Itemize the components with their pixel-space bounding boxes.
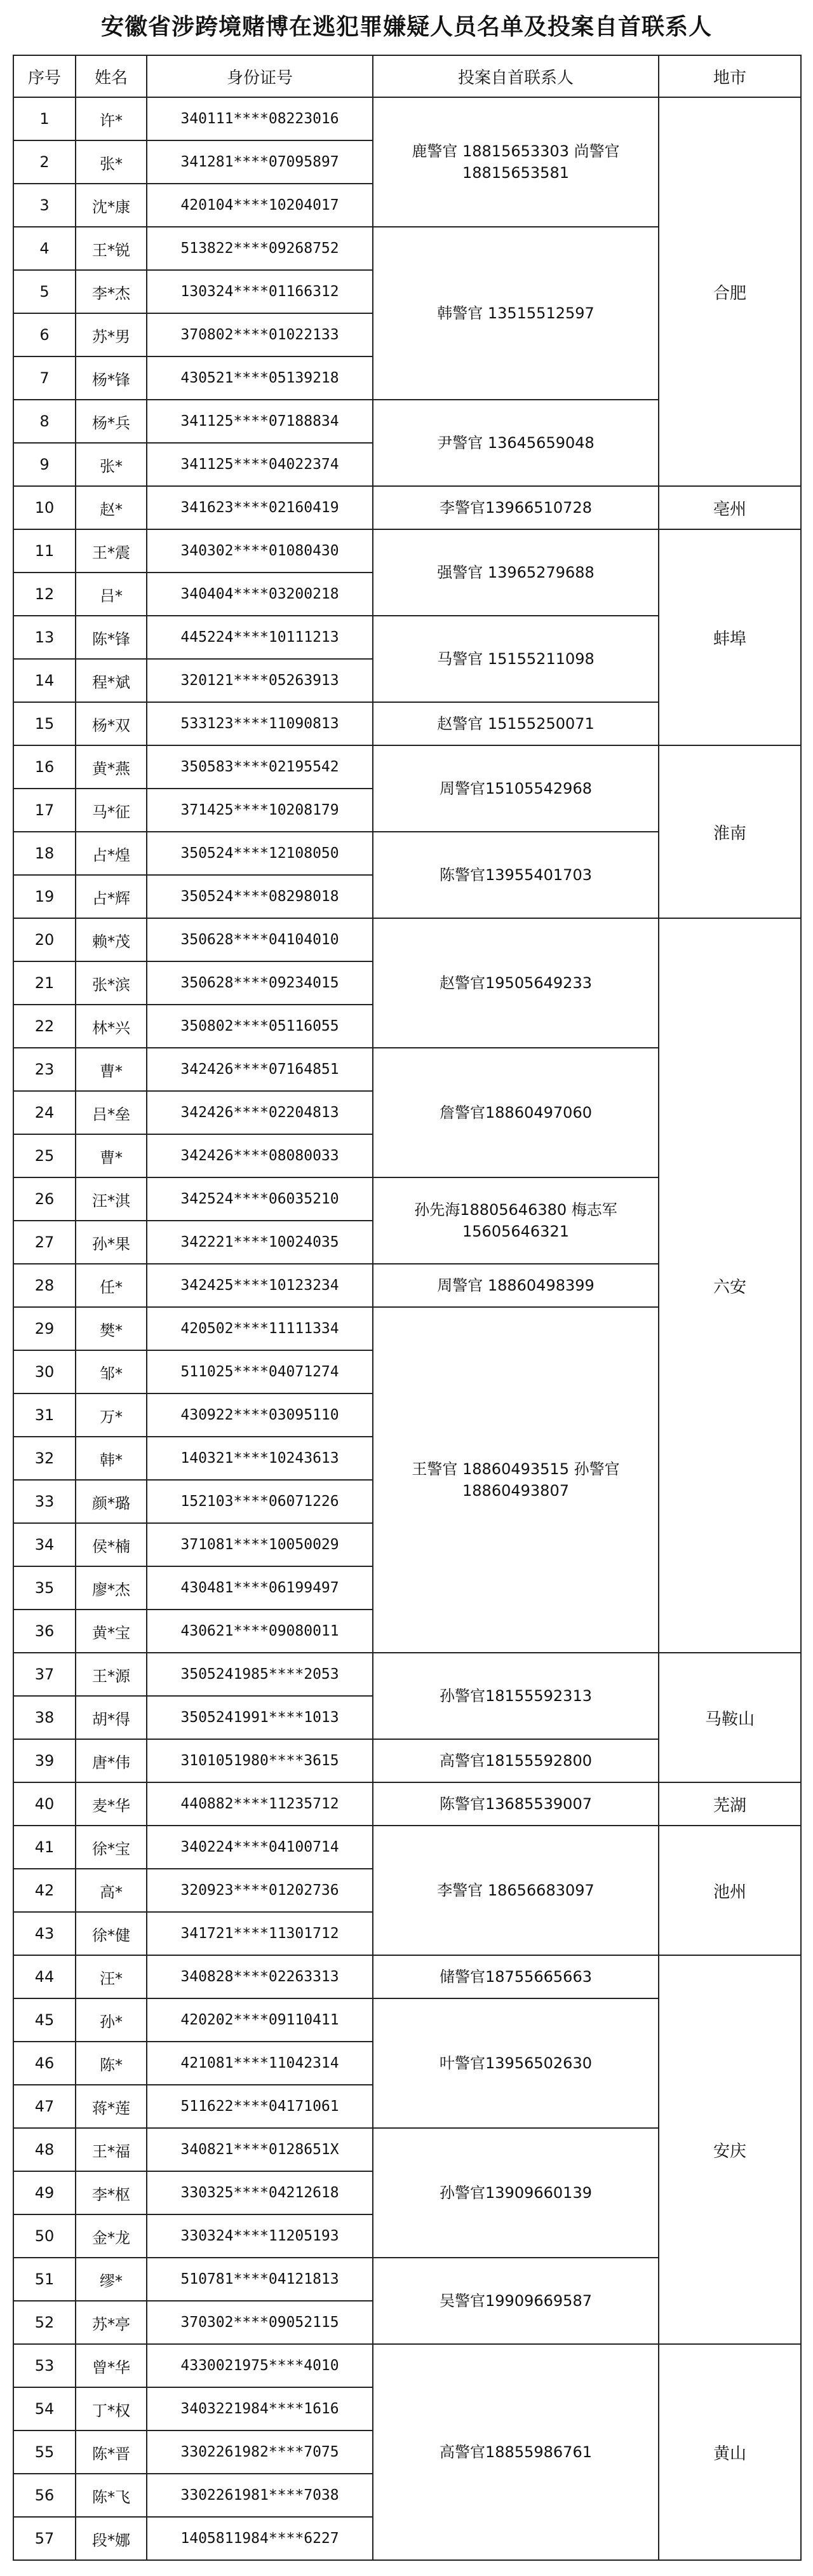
- person-name: 程*斌: [76, 659, 147, 702]
- id-number: 341623****02160419: [147, 486, 373, 529]
- id-number: 420202****09110411: [147, 1998, 373, 2042]
- person-name: 孙*: [76, 1998, 147, 2042]
- row-number: 42: [13, 1869, 76, 1912]
- contact-cell: 陈警官13685539007: [373, 1782, 659, 1826]
- person-name: 沈*康: [76, 184, 147, 227]
- person-name: 吕*: [76, 573, 147, 616]
- person-name: 王*源: [76, 1653, 147, 1696]
- id-number: 342524****06035210: [147, 1177, 373, 1221]
- row-number: 17: [13, 789, 76, 832]
- table-row: [13, 918, 801, 961]
- table-row: [13, 486, 801, 529]
- id-number: 430621****09080011: [147, 1610, 373, 1653]
- id-number: 3505241991****1013: [147, 1696, 373, 1739]
- row-number: 6: [13, 313, 76, 356]
- contact-cell: 王警官 18860493515 孙警官18860493807: [373, 1307, 659, 1653]
- table-row: [13, 2344, 801, 2387]
- person-name: 苏*男: [76, 313, 147, 356]
- row-number: 20: [13, 918, 76, 961]
- id-number: 341125****07188834: [147, 400, 373, 443]
- person-name: 颜*璐: [76, 1480, 147, 1523]
- contact-cell: 叶警官13956502630: [373, 1998, 659, 2128]
- contact-cell: 鹿警官 18815653303 尚警官 18815653581: [373, 97, 659, 227]
- row-number: 4: [13, 227, 76, 270]
- id-number: 3403221984****1616: [147, 2387, 373, 2430]
- person-name: 李*杰: [76, 270, 147, 313]
- row-number: 12: [13, 573, 76, 616]
- table-row: [13, 529, 801, 573]
- person-name: 麦*华: [76, 1782, 147, 1826]
- id-number: 420104****10204017: [147, 184, 373, 227]
- id-number: 430922****03095110: [147, 1393, 373, 1437]
- id-number: 371081****10050029: [147, 1523, 373, 1566]
- contact-cell: 强警官 13965279688: [373, 529, 659, 616]
- id-number: 350628****04104010: [147, 918, 373, 961]
- row-number: 26: [13, 1177, 76, 1221]
- row-number: 37: [13, 1653, 76, 1696]
- id-number: 152103****06071226: [147, 1480, 373, 1523]
- region-cell: 芜湖: [659, 1782, 801, 1826]
- person-name: 陈*: [76, 2042, 147, 2085]
- person-name: 曾*华: [76, 2344, 147, 2387]
- person-name: 丁*权: [76, 2387, 147, 2430]
- id-number: 341125****04022374: [147, 443, 373, 486]
- region-cell: 六安: [659, 918, 801, 1653]
- person-name: 侯*楠: [76, 1523, 147, 1566]
- id-number: 440882****11235712: [147, 1782, 373, 1826]
- contact-cell: 赵警官 15155250071: [373, 702, 659, 745]
- row-number: 11: [13, 529, 76, 573]
- person-name: 邹*: [76, 1350, 147, 1393]
- row-number: 36: [13, 1610, 76, 1653]
- row-number: 31: [13, 1393, 76, 1437]
- id-number: 350524****12108050: [147, 832, 373, 875]
- table-row: [13, 745, 801, 789]
- row-number: 55: [13, 2430, 76, 2474]
- id-number: 340821****0128651X: [147, 2128, 373, 2171]
- row-number: 47: [13, 2085, 76, 2128]
- page-title: 安徽省涉跨境赌博在逃犯罪嫌疑人员名单及投案自首联系人: [100, 14, 712, 40]
- id-number: 330324****11205193: [147, 2214, 373, 2258]
- person-name: 高*: [76, 1869, 147, 1912]
- id-number: 320923****01202736: [147, 1869, 373, 1912]
- person-name: 胡*得: [76, 1696, 147, 1739]
- person-name: 任*: [76, 1264, 147, 1307]
- row-number: 15: [13, 702, 76, 745]
- row-number: 57: [13, 2517, 76, 2560]
- contact-cell: 李警官 18656683097: [373, 1826, 659, 1955]
- contact-cell: 韩警官 13515512597: [373, 227, 659, 400]
- row-number: 16: [13, 745, 76, 789]
- person-name: 曹*: [76, 1134, 147, 1177]
- person-name: 段*娜: [76, 2517, 147, 2560]
- id-number: 342426****02204813: [147, 1091, 373, 1134]
- id-number: 3302261982****7075: [147, 2430, 373, 2474]
- contact-cell: 詹警官18860497060: [373, 1048, 659, 1177]
- row-number: 5: [13, 270, 76, 313]
- person-name: 杨*锋: [76, 356, 147, 400]
- person-name: 汪*淇: [76, 1177, 147, 1221]
- row-number: 23: [13, 1048, 76, 1091]
- id-number: 342425****10123234: [147, 1264, 373, 1307]
- id-number: 430481****06199497: [147, 1566, 373, 1610]
- contact-cell: 孙先海18805646380 梅志军15605646321: [373, 1177, 659, 1264]
- row-number: 54: [13, 2387, 76, 2430]
- person-name: 金*龙: [76, 2214, 147, 2258]
- id-number: 341281****07095897: [147, 140, 373, 184]
- row-number: 41: [13, 1826, 76, 1869]
- person-name: 杨*双: [76, 702, 147, 745]
- person-name: 汪*: [76, 1955, 147, 1998]
- id-number: 350802****05116055: [147, 1005, 373, 1048]
- contact-cell: 储警官18755665663: [373, 1955, 659, 1998]
- id-number: 342426****07164851: [147, 1048, 373, 1091]
- person-name: 王*锐: [76, 227, 147, 270]
- region-cell: 池州: [659, 1826, 801, 1955]
- table-body: [13, 97, 801, 2560]
- person-name: 杨*兵: [76, 400, 147, 443]
- person-name: 韩*: [76, 1437, 147, 1480]
- id-number: 350583****02195542: [147, 745, 373, 789]
- row-number: 49: [13, 2171, 76, 2214]
- table-row: [13, 97, 801, 140]
- id-number: 350524****08298018: [147, 875, 373, 918]
- person-name: 赖*茂: [76, 918, 147, 961]
- row-number: 21: [13, 961, 76, 1005]
- row-number: 34: [13, 1523, 76, 1566]
- contact-cell: 吴警官19909669587: [373, 2258, 659, 2344]
- person-name: 陈*锋: [76, 616, 147, 659]
- row-number: 50: [13, 2214, 76, 2258]
- id-number: 3101051980****3615: [147, 1739, 373, 1782]
- person-name: 张*: [76, 140, 147, 184]
- id-number: 370302****09052115: [147, 2301, 373, 2344]
- region-cell: 合肥: [659, 97, 801, 486]
- region-cell: 蚌埠: [659, 529, 801, 745]
- row-number: 7: [13, 356, 76, 400]
- row-number: 35: [13, 1566, 76, 1610]
- id-number: 533123****11090813: [147, 702, 373, 745]
- contact-cell: 周警官15105542968: [373, 745, 659, 832]
- person-name: 陈*飞: [76, 2474, 147, 2517]
- person-name: 占*辉: [76, 875, 147, 918]
- contact-cell: 高警官18155592800: [373, 1739, 659, 1782]
- person-name: 苏*亭: [76, 2301, 147, 2344]
- person-name: 张*: [76, 443, 147, 486]
- row-number: 40: [13, 1782, 76, 1826]
- row-number: 28: [13, 1264, 76, 1307]
- id-number: 420502****11111334: [147, 1307, 373, 1350]
- row-number: 22: [13, 1005, 76, 1048]
- row-number: 8: [13, 400, 76, 443]
- person-name: 万*: [76, 1393, 147, 1437]
- row-number: 43: [13, 1912, 76, 1955]
- region-cell: 安庆: [659, 1955, 801, 2344]
- person-name: 张*滨: [76, 961, 147, 1005]
- header-no: 序号: [13, 55, 76, 97]
- row-number: 2: [13, 140, 76, 184]
- person-name: 樊*: [76, 1307, 147, 1350]
- id-number: 513822****09268752: [147, 227, 373, 270]
- person-name: 李*枢: [76, 2171, 147, 2214]
- person-name: 徐*健: [76, 1912, 147, 1955]
- id-number: 340111****08223016: [147, 97, 373, 140]
- row-number: 9: [13, 443, 76, 486]
- contact-cell: 李警官13966510728: [373, 486, 659, 529]
- table-row: [13, 1826, 801, 1869]
- row-number: 29: [13, 1307, 76, 1350]
- id-number: 320121****05263913: [147, 659, 373, 702]
- id-number: 3302261981****7038: [147, 2474, 373, 2517]
- contact-cell: 尹警官 13645659048: [373, 400, 659, 486]
- person-name: 吕*垒: [76, 1091, 147, 1134]
- id-number: 341721****11301712: [147, 1912, 373, 1955]
- id-number: 511025****04071274: [147, 1350, 373, 1393]
- person-name: 占*煌: [76, 832, 147, 875]
- id-number: 421081****11042314: [147, 2042, 373, 2085]
- id-number: 511622****04171061: [147, 2085, 373, 2128]
- person-name: 赵*: [76, 486, 147, 529]
- row-number: 46: [13, 2042, 76, 2085]
- person-name: 唐*伟: [76, 1739, 147, 1782]
- header-contact: 投案自首联系人: [373, 55, 659, 97]
- row-number: 14: [13, 659, 76, 702]
- id-number: 340224****04100714: [147, 1826, 373, 1869]
- header-region: 地市: [659, 55, 801, 97]
- person-name: 缪*: [76, 2258, 147, 2301]
- fugitive-table: [13, 55, 802, 2561]
- row-number: 24: [13, 1091, 76, 1134]
- row-number: 32: [13, 1437, 76, 1480]
- region-cell: 亳州: [659, 486, 801, 529]
- row-number: 1: [13, 97, 76, 140]
- id-number: 3505241985****2053: [147, 1653, 373, 1696]
- person-name: 黄*宝: [76, 1610, 147, 1653]
- row-number: 39: [13, 1739, 76, 1782]
- region-cell: 淮南: [659, 745, 801, 918]
- row-number: 10: [13, 486, 76, 529]
- table-row: [13, 1955, 801, 1998]
- id-number: 342426****08080033: [147, 1134, 373, 1177]
- person-name: 陈*晋: [76, 2430, 147, 2474]
- person-name: 林*兴: [76, 1005, 147, 1048]
- header-id: 身份证号: [147, 55, 373, 97]
- row-number: 48: [13, 2128, 76, 2171]
- contact-cell: 陈警官13955401703: [373, 832, 659, 918]
- row-number: 19: [13, 875, 76, 918]
- row-number: 38: [13, 1696, 76, 1739]
- id-number: 4330021975****4010: [147, 2344, 373, 2387]
- row-number: 3: [13, 184, 76, 227]
- person-name: 黄*燕: [76, 745, 147, 789]
- table-row: [13, 1782, 801, 1826]
- row-number: 13: [13, 616, 76, 659]
- id-number: 350628****09234015: [147, 961, 373, 1005]
- contact-cell: 周警官 18860498399: [373, 1264, 659, 1307]
- id-number: 1405811984****6227: [147, 2517, 373, 2560]
- table-row: [13, 1653, 801, 1696]
- row-number: 51: [13, 2258, 76, 2301]
- person-name: 许*: [76, 97, 147, 140]
- region-cell: 马鞍山: [659, 1653, 801, 1782]
- id-number: 371425****10208179: [147, 789, 373, 832]
- contact-cell: 高警官18855986761: [373, 2344, 659, 2560]
- row-number: 30: [13, 1350, 76, 1393]
- id-number: 130324****01166312: [147, 270, 373, 313]
- person-name: 王*震: [76, 529, 147, 573]
- contact-cell: 马警官 15155211098: [373, 616, 659, 702]
- person-name: 蒋*莲: [76, 2085, 147, 2128]
- contact-cell: 孙警官18155592313: [373, 1653, 659, 1739]
- person-name: 徐*宝: [76, 1826, 147, 1869]
- id-number: 340302****01080430: [147, 529, 373, 573]
- id-number: 330325****04212618: [147, 2171, 373, 2214]
- id-number: 370802****01022133: [147, 313, 373, 356]
- id-number: 340404****03200218: [147, 573, 373, 616]
- person-name: 王*福: [76, 2128, 147, 2171]
- row-number: 53: [13, 2344, 76, 2387]
- row-number: 44: [13, 1955, 76, 1998]
- row-number: 27: [13, 1221, 76, 1264]
- row-number: 33: [13, 1480, 76, 1523]
- contact-cell: 孙警官13909660139: [373, 2128, 659, 2258]
- id-number: 340828****02263313: [147, 1955, 373, 1998]
- id-number: 430521****05139218: [147, 356, 373, 400]
- row-number: 25: [13, 1134, 76, 1177]
- row-number: 18: [13, 832, 76, 875]
- row-number: 52: [13, 2301, 76, 2344]
- id-number: 445224****10111213: [147, 616, 373, 659]
- header-name: 姓名: [76, 55, 147, 97]
- contact-cell: 赵警官19505649233: [373, 918, 659, 1048]
- table-header-row: [13, 55, 801, 97]
- person-name: 马*征: [76, 789, 147, 832]
- person-name: 孙*果: [76, 1221, 147, 1264]
- id-number: 510781****04121813: [147, 2258, 373, 2301]
- region-cell: 黄山: [659, 2344, 801, 2560]
- id-number: 342221****10024035: [147, 1221, 373, 1264]
- row-number: 45: [13, 1998, 76, 2042]
- id-number: 140321****10243613: [147, 1437, 373, 1480]
- person-name: 曹*: [76, 1048, 147, 1091]
- person-name: 廖*杰: [76, 1566, 147, 1610]
- row-number: 56: [13, 2474, 76, 2517]
